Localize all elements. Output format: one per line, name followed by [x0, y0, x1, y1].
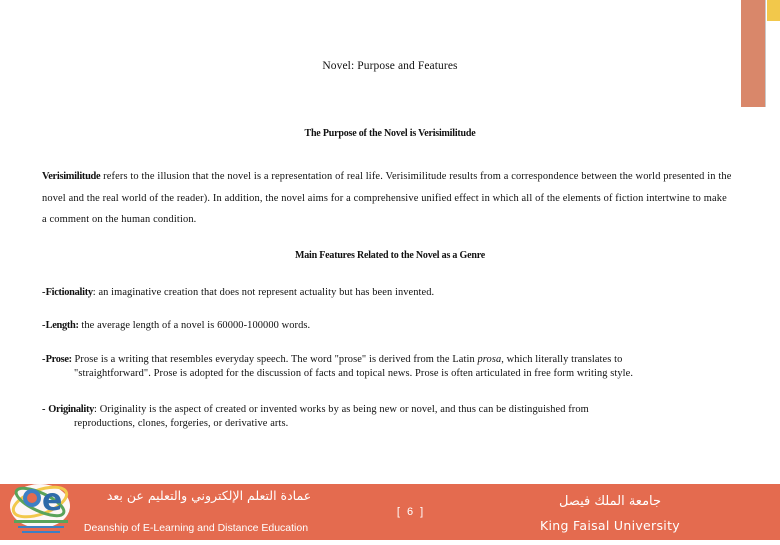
- university-name-arabic: جامعة الملك فيصل: [558, 494, 662, 509]
- slide-title: Novel: Purpose and Features: [322, 60, 458, 72]
- deanship-logo-icon: [4, 462, 78, 540]
- feature-length: -Length: the average length of a novel is 60000-100000 words.: [42, 320, 311, 331]
- feature-term: Fictionality: [45, 287, 93, 298]
- purpose-term: Verisimilitude: [42, 171, 101, 182]
- feature-text: an imaginative creation that does not represent actuality but has been invented.: [95, 287, 435, 298]
- feature-text-continued: reproductions, clones, forgeries, or derivative arts.: [74, 417, 289, 429]
- feature-originality: - Originality: Originality is the aspect of created or invented works by as being new or novel, and thus can be distinguished from reproductions, clones, forgeries, or derivative arts.: [42, 403, 742, 430]
- feature-term: Prose:: [45, 354, 72, 365]
- purpose-heading: The Purpose of the Novel is Verisimilitude: [304, 128, 476, 139]
- feature-term: Length:: [45, 320, 79, 331]
- university-name-english: King Faisal University: [540, 518, 680, 533]
- feature-text-continued: "straightforward". Prose is adopted for the discussion of facts and topical news. Prose is often articulated in free form writing style.: [74, 367, 634, 379]
- feature-text: Originality is the aspect of created or invented works by as being new or novel, and thus can be distinguished from: [97, 404, 589, 415]
- feature-text: the average length of a novel is 60000-100000 words.: [78, 320, 311, 331]
- feature-italic-term: prosa: [477, 354, 502, 365]
- feature-prose: -Prose: Prose is a writing that resembles everyday speech. The word "prose" is derived from the Latin prosa, which literally translates to "straightforward". Prose is adopted for the discussion of facts and topical news. Prose is often articulated in free form writing style.: [42, 353, 742, 380]
- purpose-text: refers to the illusion that the novel is a representation of real life. Verisimilitude results from a correspondence between the world presented in the novel and the real world of the reader). In addition, the novel aims for a comprehensive unified effect in which all of the elements of fiction intertwine to make a comment on the human condition.: [42, 171, 732, 225]
- feature-fictionality: -Fictionality: an imaginative creation that does not represent actuality but has been invented.: [42, 287, 435, 298]
- purpose-paragraph: [42, 166, 732, 231]
- corner-yellow-bar: [767, 0, 780, 21]
- corner-orange-bar: [741, 0, 765, 107]
- deanship-name-english: Deanship of E-Learning and Distance Education: [83, 522, 309, 534]
- features-heading: Main Features Related to the Novel as a Genre: [294, 250, 486, 261]
- feature-text: Prose is a writing that resembles everyday speech. The word "prose" is derived from the Latin: [71, 354, 478, 365]
- feature-term: Originality: [48, 404, 95, 415]
- page-number: [ 6 ]: [396, 506, 426, 518]
- svg-text:e: e: [42, 483, 63, 518]
- corner-divider-line: [765, 0, 766, 107]
- deanship-name-arabic: عمادة التعلم الإلكتروني والتعليم عن بعد: [106, 488, 312, 503]
